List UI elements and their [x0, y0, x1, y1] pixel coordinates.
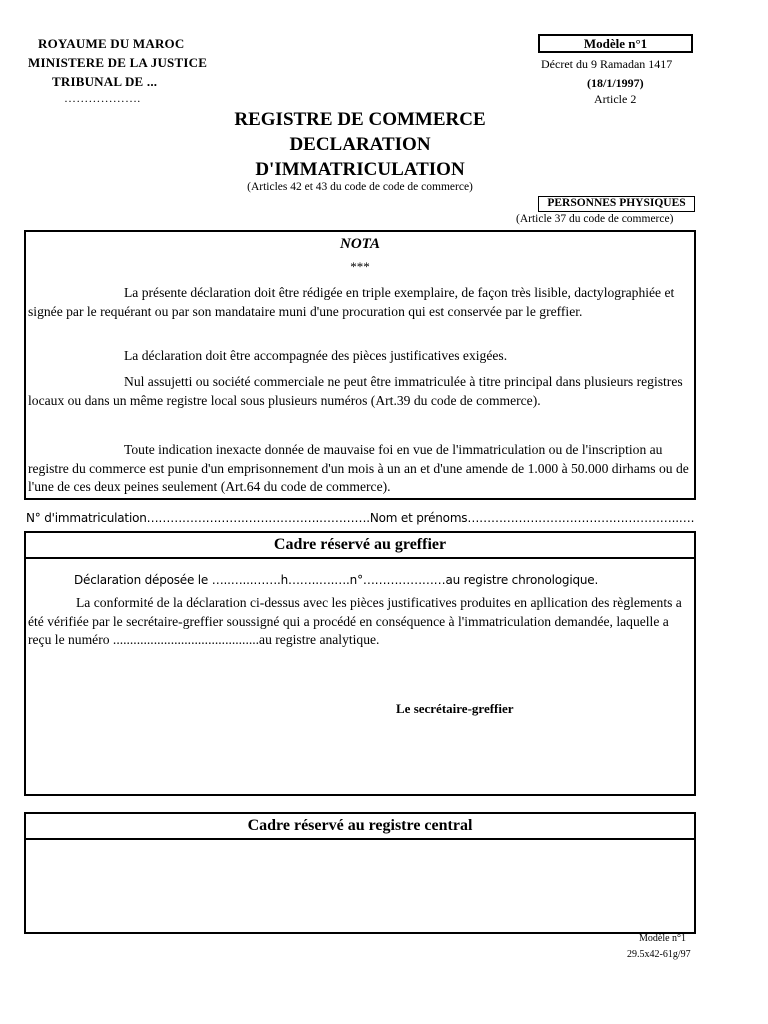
- nota-stars: ***: [350, 259, 370, 274]
- title-line-1: REGISTRE DE COMMERCE: [234, 109, 486, 130]
- header-kingdom: ROYAUME DU MAROC: [38, 36, 185, 51]
- greffier-deposit-line: Déclaration déposée le …..…...…….h……..….….n°…………………au registre chronologique.: [74, 573, 599, 587]
- category-article: (Article 37 du code de commerce): [516, 213, 674, 225]
- header-tribunal-dots: ……………….: [64, 91, 141, 105]
- immatriculation-label: N° d'immatriculation: [26, 511, 147, 525]
- model-number-box: Modèle n°1: [538, 34, 693, 53]
- nota-title: NOTA: [339, 236, 380, 252]
- greffier-conformity-paragraph: La conformité de la déclaration ci-dessus avec les pièces justificatives produites en apllication des règlements a été vérifiée par le secrétaire-greffier soussigné qui a procédé en conséquence à l'immatriculation demandée, laquelle a reçu le numéro ...........................................au registre analytique.: [28, 595, 682, 647]
- title-line-2: DECLARATION: [289, 134, 431, 155]
- category-label: PERSONNES PHYSIQUES: [538, 196, 695, 212]
- central-frame-header: Cadre réservé au registre central: [26, 814, 694, 840]
- nom-prenoms-label: Nom et prénoms: [369, 511, 468, 525]
- greffier-frame: [24, 531, 696, 796]
- nota-box: [24, 230, 696, 500]
- article-text: Article 2: [594, 92, 637, 106]
- footer-model: Modèle n°1: [639, 933, 687, 944]
- footer-code: 29.5x42-61g/97: [627, 949, 691, 960]
- decret-text: Décret du 9 Ramadan 1417: [541, 57, 673, 71]
- decret-date: (18/1/1997): [587, 76, 644, 90]
- header-tribunal: TRIBUNAL DE ...: [52, 74, 158, 89]
- nota-paragraph-2: La déclaration doit être accompagnée des pièces justificatives exigées.: [124, 348, 508, 363]
- immatriculation-dots: …………………….……………….………….: [146, 511, 370, 525]
- header-ministry: MINISTERE DE LA JUSTICE: [28, 55, 208, 70]
- greffier-signature-label: Le secrétaire-greffier: [396, 701, 514, 716]
- central-frame: [24, 812, 696, 934]
- nom-prenoms-dots: ……………………………….……………..….: [467, 511, 695, 525]
- nota-paragraph-1: La présente déclaration doit être rédigée en triple exemplaire, de façon très lisible, dactylographiée et signée par le requérant ou par son mandataire muni d'une procuration qui est conservée par le greffier.: [28, 285, 675, 319]
- title-subtitle: (Articles 42 et 43 du code de code de commerce): [247, 181, 473, 193]
- nota-paragraph-3: Nul assujetti ou société commerciale ne peut être immatriculée à titre principal dans plusieurs registres locaux ou dans un même registre local sous plusieurs numéros (Art.39 du code de commerce).: [28, 374, 683, 408]
- nota-paragraph-4: Toute indication inexacte donnée de mauvaise foi en vue de l'immatriculation ou de l'inscription au registre du commerce est punie d'un emprisonnement d'un mois à un an et d'une amende de 1.000 à 50.000 dirhams ou de l'une de ces deux peines seulement (Art.64 du code de commerce).: [28, 442, 689, 494]
- title-line-3: D'IMMATRICULATION: [255, 159, 465, 180]
- greffier-frame-header: Cadre réservé au greffier: [26, 533, 694, 559]
- immatriculation-field[interactable]: [26, 511, 694, 525]
